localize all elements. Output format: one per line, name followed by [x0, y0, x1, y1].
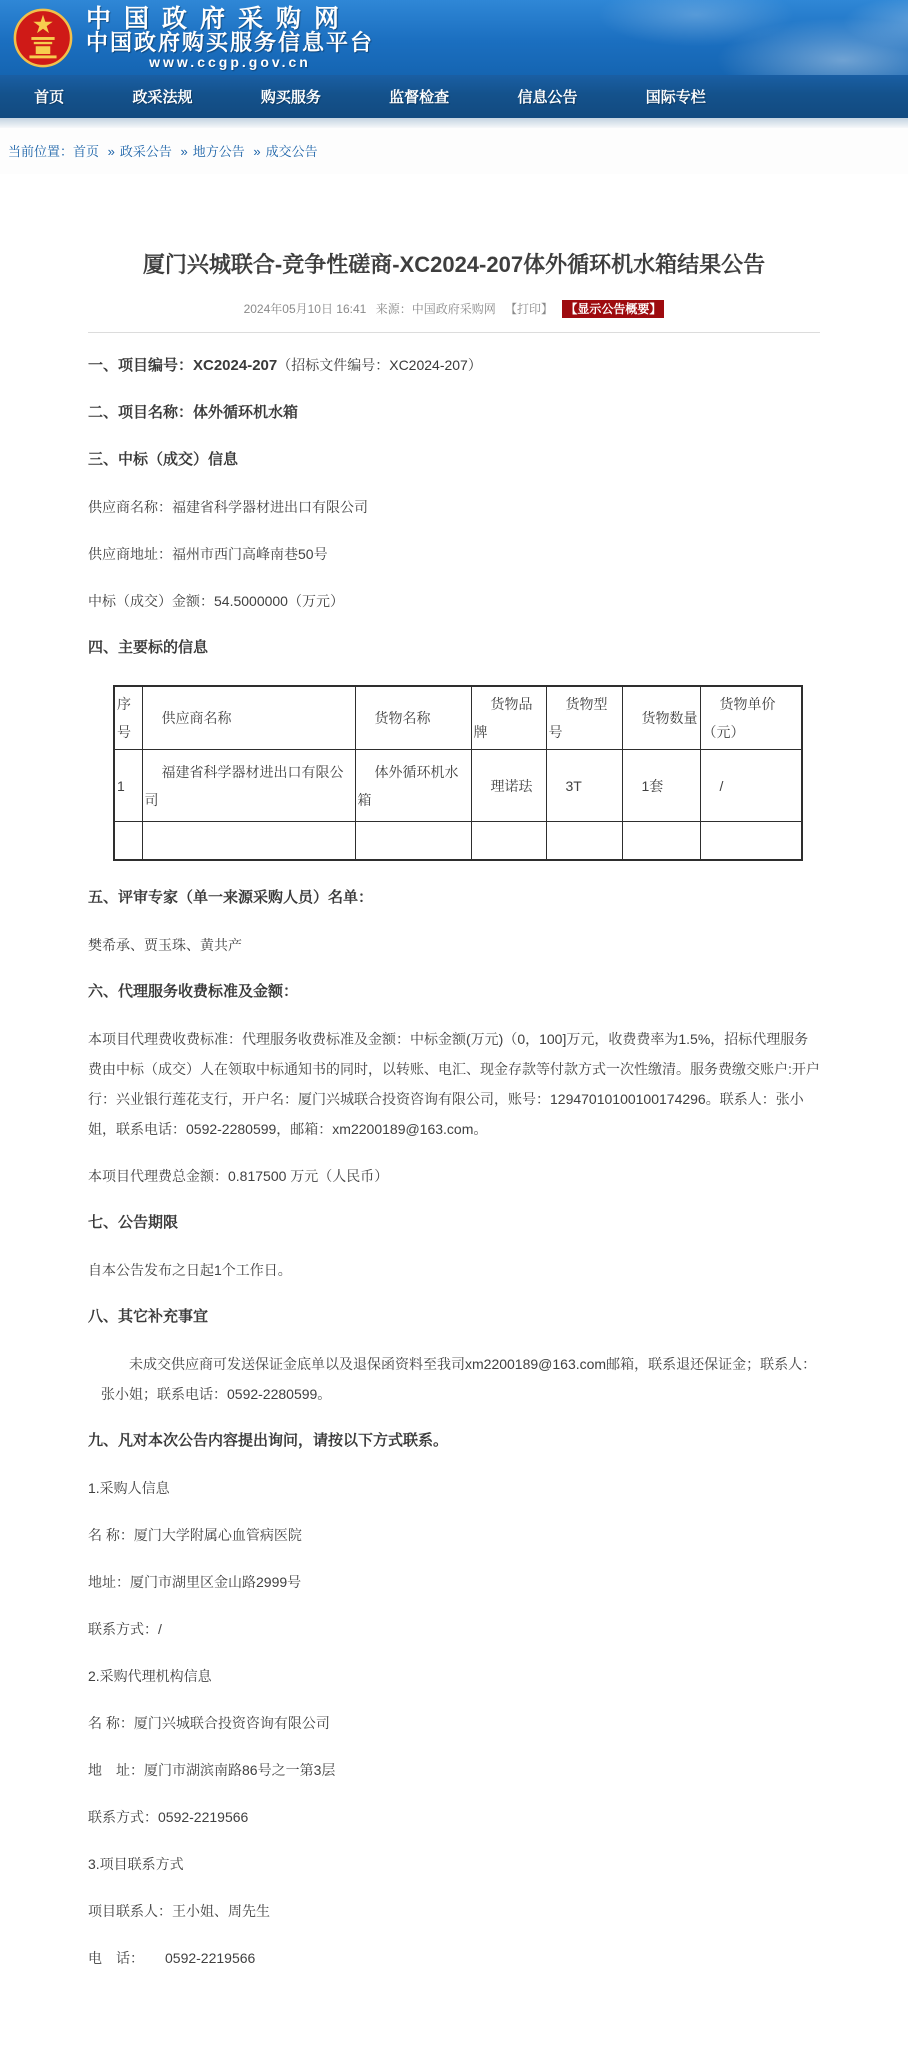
show-summary-button[interactable]: 【显示公告概要】 [562, 300, 664, 318]
breadcrumb-separator: » [107, 144, 115, 159]
table-header-cell: 货物型号 [546, 686, 622, 750]
agency-fee-standard: 本项目代理费收费标准：代理服务收费标准及金额：中标金额(万元)（0，100]万元，收费费率为1.5%，招标代理服务费由中标（成交）人在领取中标通知书的同时，以转账、电汇、现金存款等付款方式一次性缴清。服务费缴交账户:开户行：兴业银行莲花支行，开户名：厦门兴城联合投资咨询有限公司，账号：12947010100100174296。联系人：张小姐，联系电话：0592-2280599，邮箱：xm2200189@163.com。 [88, 1030, 820, 1137]
section-heading-2: 二、项目名称：体外循环机水箱 [88, 404, 299, 421]
supplier-address: 供应商地址：福州市西门高峰南巷50号 [88, 546, 328, 562]
agent-name: 名 称：厦门兴城联合投资咨询有限公司 [88, 1714, 330, 1731]
section-heading-7: 七、公告期限 [88, 1213, 179, 1231]
supplier-name: 供应商名称：福建省科学器材进出口有限公司 [88, 499, 368, 515]
page-title: 厦门兴城联合-竞争性磋商-XC2024-207体外循环机水箱结果公告 [142, 252, 766, 277]
publish-datetime: 2024年05月10日 16:41 [243, 302, 367, 316]
breadcrumb [0, 128, 908, 174]
buyer-address: 地址：厦门市湖里区金山路2999号 [88, 1573, 302, 1590]
breadcrumb-link-procurement-announcements[interactable]: 政采公告 [119, 144, 172, 159]
meta-divider [88, 332, 820, 333]
table-cell: / [700, 750, 802, 822]
table-row [114, 822, 802, 860]
main-nav [0, 75, 908, 118]
award-amount: 中标（成交）金额：54.5000000（万元） [88, 593, 344, 609]
section-heading-4: 四、主要标的信息 [88, 639, 209, 656]
table-cell: 体外循环机水箱 [355, 750, 471, 822]
nav-shadow-strip [0, 118, 908, 128]
site-subtitle: 中国政府购买服务信息平台 [86, 29, 375, 55]
table-cell [142, 822, 355, 860]
table-header-cell: 供应商名称 [142, 686, 355, 750]
buyer-name: 名 称：厦门大学附属心血管病医院 [88, 1526, 302, 1543]
goods-table [113, 685, 803, 861]
table-header-cell: 货物名称 [355, 686, 471, 750]
section-heading-6: 六、代理服务收费标准及金额： [88, 982, 299, 1000]
section-heading-3: 三、中标（成交）信息 [88, 451, 239, 468]
table-header-cell: 货物单价（元） [700, 686, 802, 750]
breadcrumb-separator: » [253, 144, 261, 159]
section-heading-1 [88, 350, 820, 381]
breadcrumb-prefix: 当前位置： [8, 144, 74, 159]
project-contact-phone: 电 话： 0592-2219566 [88, 1949, 256, 1966]
tender-doc-number: （招标文件编号：XC2024-207） [277, 357, 482, 373]
site-url: www.ccgp.gov.cn [149, 53, 311, 70]
table-cell [622, 822, 700, 860]
table-header-row [114, 686, 802, 750]
section-heading-9: 九、凡对本次公告内容提出询问，请按以下方式联系。 [88, 1431, 449, 1449]
buyer-contact: 联系方式：/ [88, 1620, 162, 1637]
table-cell [700, 822, 802, 860]
table-cell [471, 822, 546, 860]
table-cell: 福建省科学器材进出口有限公司 [142, 750, 355, 822]
breadcrumb-link-local-announcements[interactable]: 地方公告 [192, 144, 245, 159]
breadcrumb-separator: » [180, 144, 188, 159]
project-contact-heading: 3.项目联系方式 [88, 1855, 184, 1872]
nav-item-regulations[interactable]: 政采法规 [132, 89, 193, 106]
announcement-period: 自本公告发布之日起1个工作日。 [88, 1261, 292, 1278]
expert-list: 樊希承、贾玉珠、黄共产 [88, 936, 242, 953]
table-header-cell: 货物品牌 [471, 686, 546, 750]
site-header [0, 0, 908, 75]
table-row [114, 750, 802, 822]
table-cell [114, 822, 142, 860]
table-header-cell: 序号 [114, 686, 142, 750]
table-cell [355, 822, 471, 860]
supplementary-note: 未成交供应商可发送保证金底单以及退保函资料至我司xm2200189@163.com邮箱，联系退还保证金；联系人：张小姐；联系电话：0592-2280599。 [101, 1355, 817, 1402]
table-cell: 3T [546, 750, 622, 822]
table-cell [546, 822, 622, 860]
section-heading-5: 五、评审专家（单一来源采购人员）名单： [88, 888, 374, 906]
agency-fee-total: 本项目代理费总金额：0.817500 万元（人民币） [88, 1167, 389, 1184]
agent-contact: 联系方式：0592-2219566 [88, 1808, 249, 1825]
project-number: 一、项目编号：XC2024-207 [88, 357, 278, 374]
article-source: 来源：中国政府采购网 [375, 302, 496, 316]
project-contact-person: 项目联系人：王小姐、周先生 [88, 1902, 270, 1919]
nav-item-announcements[interactable]: 信息公告 [517, 89, 578, 106]
article-main [88, 248, 820, 2050]
agent-info-heading: 2.采购代理机构信息 [88, 1667, 212, 1684]
agent-address: 地 址：厦门市湖滨南路86号之一第3层 [88, 1761, 336, 1778]
buyer-info-heading: 1.采购人信息 [88, 1479, 170, 1496]
table-cell: 理诺珐 [471, 750, 546, 822]
nav-item-international[interactable]: 国际专栏 [645, 89, 706, 106]
nav-item-supervision[interactable]: 监督检查 [389, 89, 450, 106]
section-heading-8: 八、其它补充事宜 [88, 1307, 209, 1325]
print-button[interactable]: 【打印】 [505, 302, 554, 316]
breadcrumb-link-home[interactable]: 首页 [73, 144, 100, 159]
site-name: 中国政府采购网 [86, 4, 353, 33]
breadcrumb-link-award-announcements[interactable]: 成交公告 [265, 144, 318, 159]
nav-item-home[interactable]: 首页 [34, 89, 65, 106]
table-header-cell: 货物数量 [622, 686, 700, 750]
table-cell: 1 [114, 750, 142, 822]
nav-item-purchase-services[interactable]: 购买服务 [260, 89, 321, 106]
national-emblem-icon [12, 7, 74, 69]
table-cell: 1套 [622, 750, 700, 822]
article-meta [88, 300, 820, 317]
